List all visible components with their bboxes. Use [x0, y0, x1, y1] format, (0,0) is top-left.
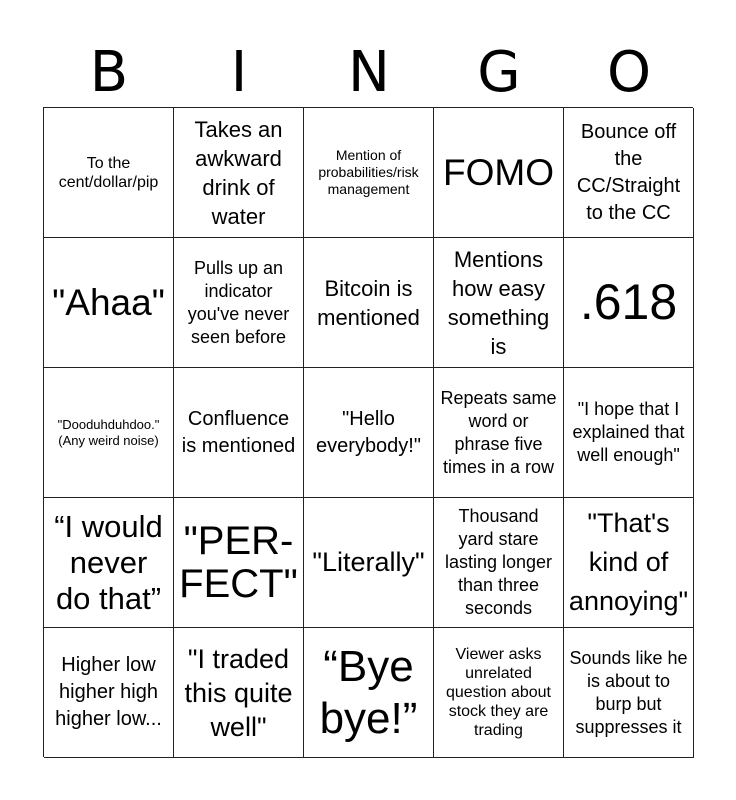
bingo-cell[interactable] — [564, 108, 694, 238]
bingo-cell[interactable] — [304, 368, 434, 498]
cell-text: Viewer asks unrelated question about stock they are trading — [446, 646, 551, 739]
bingo-cell[interactable] — [174, 498, 304, 628]
cell-text: “Bye bye!” — [319, 641, 418, 743]
bingo-cell[interactable] — [434, 368, 564, 498]
cell-text: Higher low higher high higher low... — [55, 654, 162, 730]
cell-text: "That's kind of annoying" — [568, 508, 689, 616]
bingo-cell[interactable] — [304, 238, 434, 368]
bingo-cell[interactable] — [304, 108, 434, 238]
cell-text: “I would never do that” — [54, 508, 163, 616]
cell-text: .618 — [579, 274, 678, 330]
cell-text: Thousand yard stare lasting longer than three seconds — [444, 506, 553, 618]
cell-text: Mentions how easy something is — [447, 246, 550, 359]
bingo-cell[interactable] — [44, 628, 174, 758]
bingo-cell[interactable] — [44, 368, 174, 498]
bingo-cell[interactable] — [564, 238, 694, 368]
bingo-cell[interactable] — [564, 498, 694, 628]
bingo-cell[interactable] — [434, 498, 564, 628]
header-letter-b: B — [89, 40, 129, 105]
bingo-cell[interactable] — [304, 628, 434, 758]
cell-text: Repeats same word or phrase five times in a row — [440, 387, 557, 477]
bingo-grid — [43, 107, 693, 757]
cell-text: Confluence is mentioned — [181, 407, 296, 457]
cell-text: "I hope that I explained that well enough" — [572, 399, 685, 465]
bingo-cell[interactable] — [434, 628, 564, 758]
cell-text: To the cent/dollar/pip — [58, 154, 159, 191]
bingo-cell[interactable] — [564, 368, 694, 498]
cell-text: "Dooduhduhdoo." (Any weird noise) — [57, 416, 160, 448]
bingo-cell[interactable] — [174, 238, 304, 368]
bingo-cell[interactable] — [44, 108, 174, 238]
bingo-header — [44, 40, 694, 106]
bingo-cell[interactable] — [434, 108, 564, 238]
cell-text: Bounce off the CC/Straight to the CC — [576, 120, 681, 224]
cell-text: Takes an awkward drink of water — [194, 116, 283, 229]
bingo-cell[interactable] — [304, 498, 434, 628]
header-letter-g: G — [477, 40, 521, 105]
cell-text: Mention of probabilities/risk management — [318, 147, 419, 197]
bingo-cell[interactable] — [44, 498, 174, 628]
bingo-cell[interactable] — [174, 108, 304, 238]
bingo-cell[interactable] — [174, 368, 304, 498]
header-letter-o: O — [606, 40, 652, 105]
bingo-cell[interactable] — [174, 628, 304, 758]
header-letter-n: N — [348, 40, 390, 105]
cell-text: "Hello everybody!" — [316, 407, 421, 457]
bingo-cell[interactable] — [434, 238, 564, 368]
cell-text: FOMO — [443, 151, 554, 193]
header-letter-i: I — [230, 40, 248, 105]
cell-text: Bitcoin is mentioned — [317, 275, 420, 330]
cell-text: Pulls up an indicator you've never seen before — [187, 257, 290, 347]
cell-text: "I traded this quite well" — [184, 643, 293, 742]
cell-text: "Ahaa" — [52, 281, 165, 323]
cell-text: Sounds like he is about to burp but suppresses it — [569, 647, 688, 737]
cell-text: "Literally" — [312, 547, 425, 577]
bingo-cell[interactable] — [564, 628, 694, 758]
bingo-cell[interactable] — [44, 238, 174, 368]
cell-text: "PER-FECT" — [179, 518, 298, 606]
